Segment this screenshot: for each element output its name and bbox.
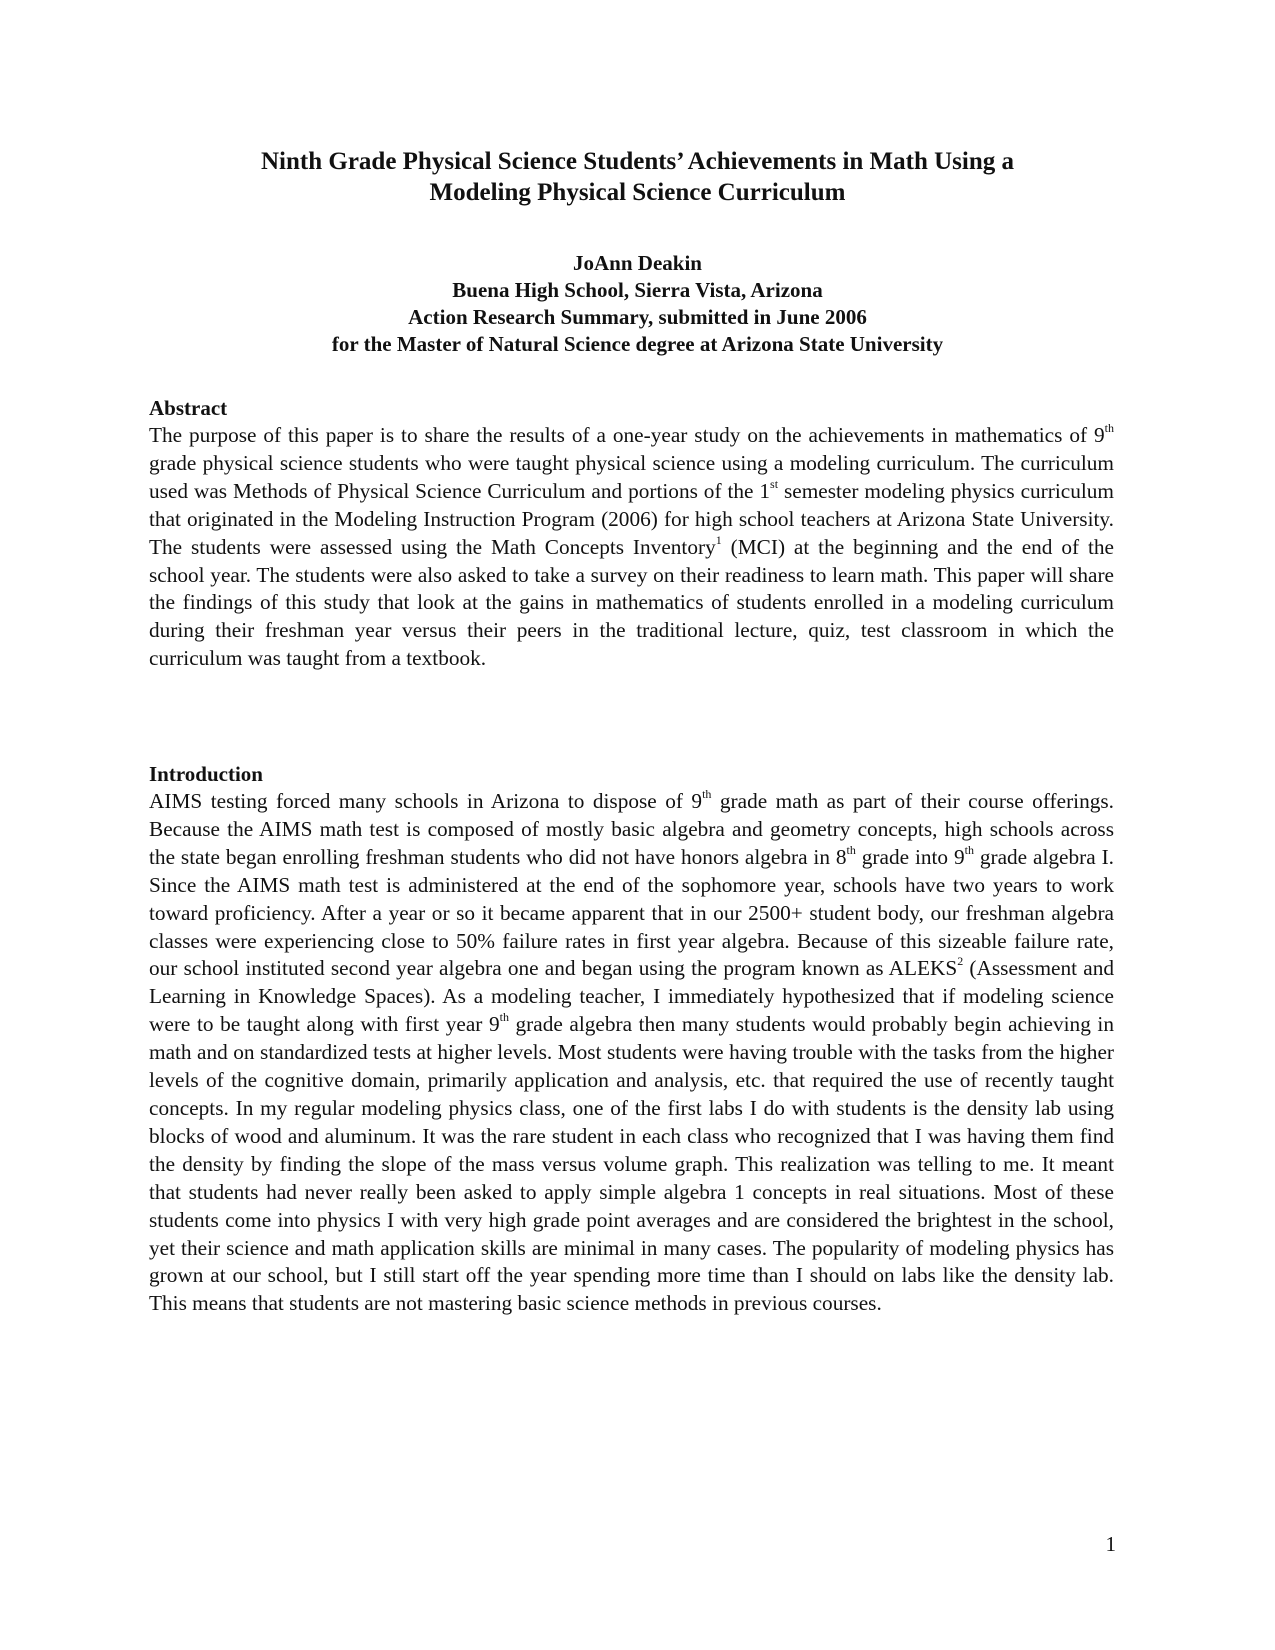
- intro-text-4: grade algebra I. Since the AIMS math test is administered at the end of the sophomore year, schools have two years to work toward proficiency. After a year or so it became apparent that in our 2500+ student body, our freshman algebra classes were experiencing close to 50% failure rates in first year algebra. Because of this sizeable failure rate, our school instituted second year algebra one and began using the program known as ALEKS: [149, 844, 1114, 981]
- author-name: JoAnn Deakin: [573, 251, 702, 275]
- page-number: 1: [1105, 1532, 1116, 1556]
- intro-superscript-3: th: [964, 842, 974, 857]
- intro-superscript-1: th: [702, 786, 712, 801]
- abstract-superscript-2: st: [770, 476, 779, 491]
- abstract-text-1: The purpose of this paper is to share the results of a one-year study on the achievements in mathematics of 9: [149, 423, 1105, 447]
- abstract-text-4: (MCI) at the beginning and the end of the school year. The students were also asked to take a survey on their readiness to learn math. This paper will share the findings of this study that look at the gains in mathematics of students enrolled in a modeling curriculum during their freshman year versus their peers in the traditional lecture, quiz, test classroom in which the curriculum was taught from a textbook.: [149, 534, 1114, 671]
- title-line-1: Ninth Grade Physical Science Students’ Achievements in Math Using a: [260, 148, 1014, 175]
- abstract-text-2: grade physical science students who were taught physical science using a modeling curriculum. The curriculum used was Methods of Physical Science Curriculum and portions of the 1: [149, 450, 1114, 503]
- intro-text-5: (Assessment and Learning in Knowledge Spaces). As a modeling teacher, I immediately hypothesized that if modeling science were to be taught along with first year 9: [149, 956, 1114, 1037]
- introduction-heading: Introduction: [149, 762, 263, 786]
- introduction-section: [149, 760, 1114, 1318]
- abstract-text-3: semester modeling physics curriculum that originated in the Modeling Instruction Program (2006) for high school teachers at Arizona State University. The students were assessed using the Math Concepts Inventory: [149, 478, 1114, 559]
- footnote-marker-2: 2: [957, 954, 964, 969]
- submission-note: Action Research Summary, submitted in June 2006: [408, 305, 867, 329]
- author-block: [140, 250, 1135, 358]
- intro-text-1: AIMS testing forced many schools in Arizona to dispose of 9: [149, 789, 703, 813]
- footnote-marker-1: 1: [715, 532, 722, 547]
- intro-superscript-2: th: [846, 842, 856, 857]
- abstract-heading: Abstract: [149, 396, 228, 420]
- intro-text-2: grade math as part of their course offerings. Because the AIMS math test is composed of mostly basic algebra and geometry concepts, high schools across the state began enrolling freshman students who did not have honors algebra in 8: [149, 789, 1115, 869]
- author-affiliation: Buena High School, Sierra Vista, Arizona: [452, 278, 823, 302]
- degree-note: for the Master of Natural Science degree at Arizona State University: [331, 332, 944, 356]
- intro-superscript-5: th: [499, 1010, 509, 1025]
- abstract-superscript-1: th: [1104, 420, 1114, 435]
- title-line-2: Modeling Physical Science Curriculum: [429, 179, 846, 206]
- introduction-paragraph: [149, 788, 1114, 1318]
- intro-text-6: grade algebra then many students would probably begin achieving in math and on standardized tests at higher levels. Most students were having trouble with the tasks from the higher levels of the cognitive domain, primarily application and analysis, etc. that required the use of recently taught concepts. In my regular modeling physics class, one of the first labs I do with students is the density lab using blocks of wood and aluminum. It was the rare student in each class who recognized that I was having them find the density by finding the slope of the mass versus volume graph. This realization was telling to me. It meant that students had never really been asked to apply simple algebra 1 concepts in real situations. Most of these students come into physics I with very high grade point averages and are considered the brightest in the school, yet their science and math application skills are minimal in many cases. The popularity of modeling physics has grown at our school, but I still start off the year spending more time than I should on labs like the density lab. This means that students are not mastering basic science methods in previous courses.: [149, 1012, 1114, 1316]
- abstract-section: [149, 394, 1114, 673]
- intro-text-3: grade into 9: [855, 844, 965, 869]
- abstract-paragraph: [149, 422, 1114, 673]
- paper-title: [140, 146, 1135, 208]
